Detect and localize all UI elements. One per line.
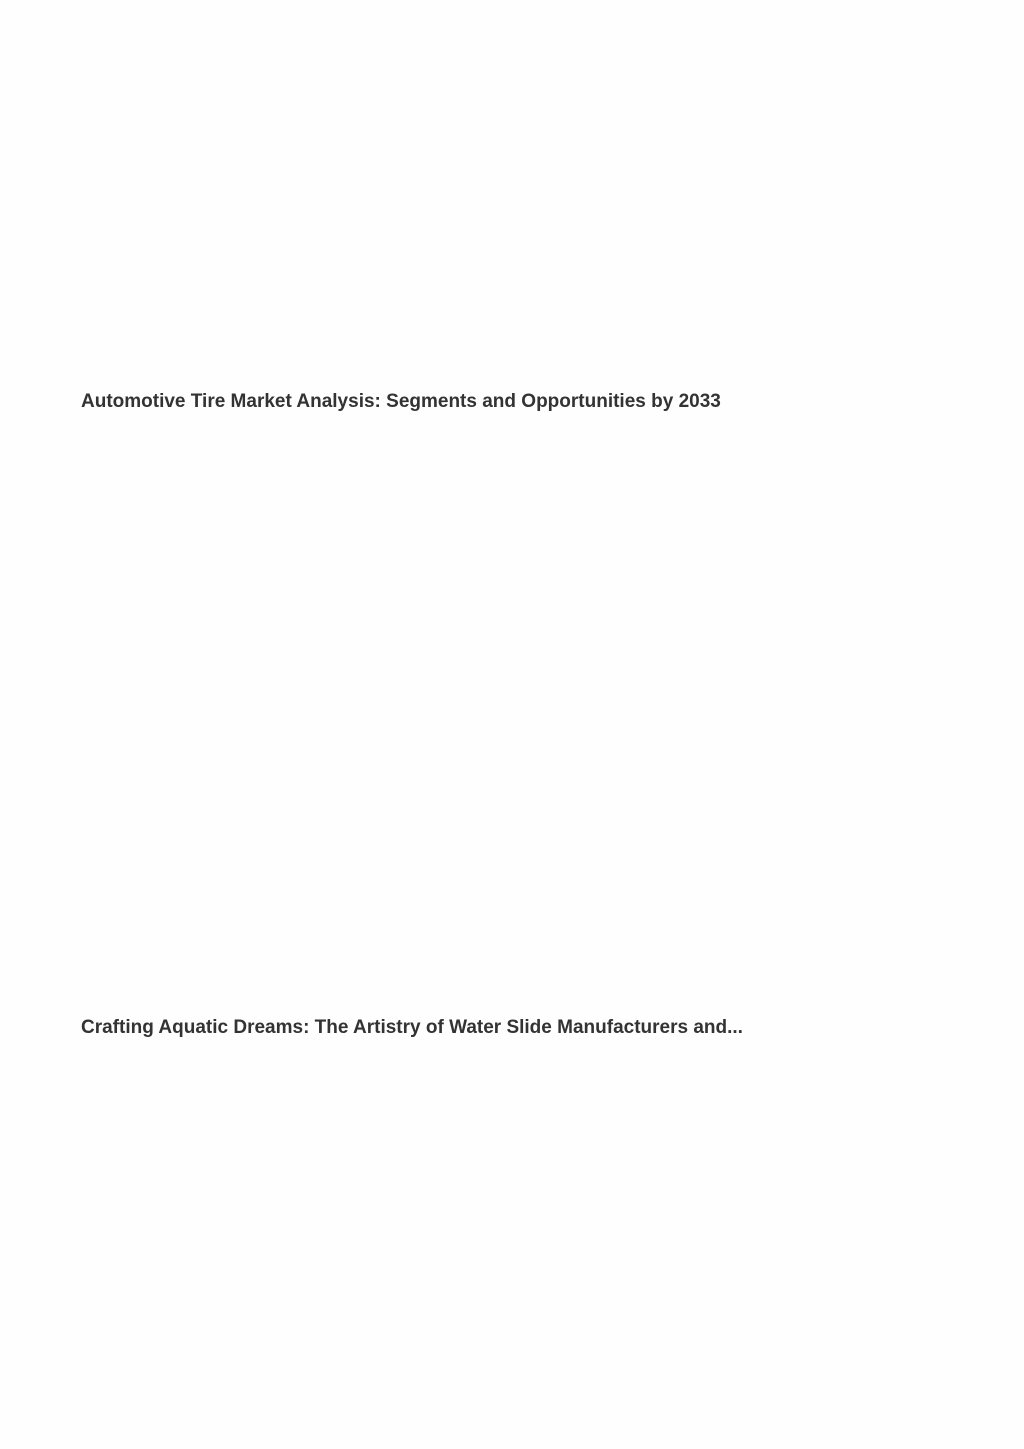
article-title-link[interactable]: Crafting Aquatic Dreams: The Artistry of Water Slide Manufacturers and... <box>81 1017 743 1038</box>
article-card <box>81 388 941 416</box>
article-title-link[interactable]: Automotive Tire Market Analysis: Segments and Opportunities by 2033 <box>81 391 721 412</box>
article-card <box>81 1014 941 1042</box>
